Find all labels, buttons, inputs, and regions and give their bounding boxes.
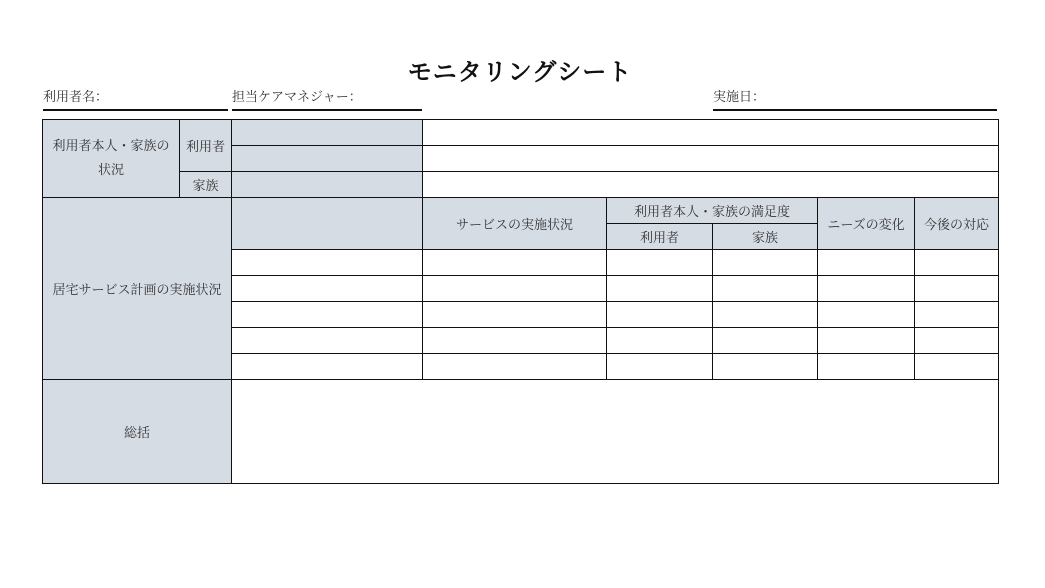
status-label-line2: 状況: [97, 162, 124, 178]
plan-header-blank-cell: [232, 198, 423, 250]
monitoring-table: [42, 119, 999, 484]
plan-item-cell[interactable]: [232, 250, 423, 276]
col-needs-change: ニーズの変化: [818, 198, 915, 250]
service-status-cell[interactable]: [423, 276, 607, 302]
sat-family-cell[interactable]: [713, 250, 818, 276]
status-user-shaded-cell-2[interactable]: [232, 146, 423, 172]
status-user-label: 利用者: [180, 120, 232, 172]
status-family-shaded-cell[interactable]: [232, 172, 423, 198]
sat-user-cell[interactable]: [607, 328, 713, 354]
user-name-label: 利用者名：: [43, 90, 109, 105]
future-response-cell[interactable]: [915, 354, 999, 380]
status-user-input-2[interactable]: [423, 146, 999, 172]
user-name-field[interactable]: [43, 89, 228, 111]
col-satisfaction: 利用者本人・家族の満足度: [607, 198, 818, 224]
needs-change-cell[interactable]: [818, 354, 915, 380]
status-family-label: 家族: [180, 172, 232, 198]
status-section-label: [43, 120, 180, 198]
date-field[interactable]: [713, 89, 997, 111]
plan-item-cell[interactable]: [232, 302, 423, 328]
sat-family-cell[interactable]: [713, 276, 818, 302]
service-status-cell[interactable]: [423, 354, 607, 380]
page-title: モニタリングシート: [407, 58, 633, 86]
status-label-line1: 利用者本人・家族の: [52, 138, 170, 154]
sat-user-cell[interactable]: [607, 250, 713, 276]
needs-change-cell[interactable]: [818, 276, 915, 302]
future-response-cell[interactable]: [915, 328, 999, 354]
plan-section-label: 居宅サービス計画の実施状況: [43, 198, 232, 380]
needs-change-cell[interactable]: [818, 302, 915, 328]
sat-family-cell[interactable]: [713, 328, 818, 354]
service-status-cell[interactable]: [423, 250, 607, 276]
care-manager-field[interactable]: [232, 89, 422, 111]
status-family-input[interactable]: [423, 172, 999, 198]
summary-input[interactable]: [232, 380, 999, 484]
summary-label: 総括: [43, 380, 232, 484]
sat-family-cell[interactable]: [713, 354, 818, 380]
col-service-status: サービスの実施状況: [423, 198, 607, 250]
future-response-cell[interactable]: [915, 250, 999, 276]
col-sat-user: 利用者: [607, 224, 713, 250]
sat-user-cell[interactable]: [607, 302, 713, 328]
service-status-cell[interactable]: [423, 328, 607, 354]
sat-user-cell[interactable]: [607, 354, 713, 380]
sat-user-cell[interactable]: [607, 276, 713, 302]
sat-family-cell[interactable]: [713, 302, 818, 328]
status-user-shaded-cell-1[interactable]: [232, 120, 423, 146]
service-status-cell[interactable]: [423, 302, 607, 328]
date-label: 実施日：: [713, 90, 766, 105]
col-future-response: 今後の対応: [915, 198, 999, 250]
col-sat-family: 家族: [713, 224, 818, 250]
future-response-cell[interactable]: [915, 276, 999, 302]
care-manager-label: 担当ケアマネジャー：: [232, 90, 362, 105]
future-response-cell[interactable]: [915, 302, 999, 328]
plan-item-cell[interactable]: [232, 276, 423, 302]
needs-change-cell[interactable]: [818, 328, 915, 354]
plan-item-cell[interactable]: [232, 328, 423, 354]
plan-item-cell[interactable]: [232, 354, 423, 380]
needs-change-cell[interactable]: [818, 250, 915, 276]
status-user-input-1[interactable]: [423, 120, 999, 146]
